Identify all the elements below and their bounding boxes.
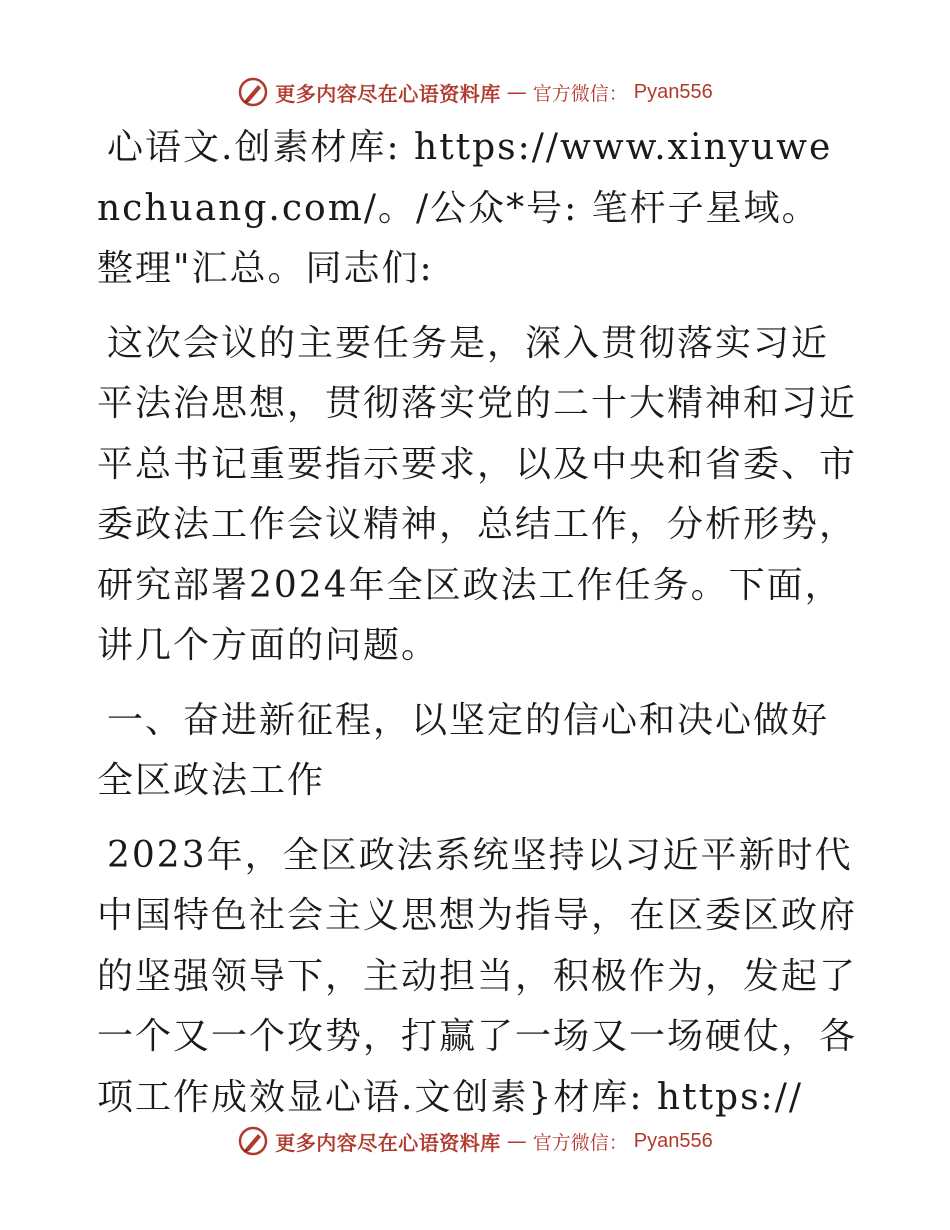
pen-circle-logo-icon xyxy=(237,1125,269,1157)
banner-content xyxy=(237,1125,712,1157)
paragraph-intro: 心语文.创素材库: https://www.xinyuwenchuang.com/。/公众*号: 笔杆子星域。整理"汇总。同志们: xyxy=(97,127,833,289)
banner-wechat-id: Pyan556 xyxy=(633,80,713,103)
banner-content xyxy=(237,76,712,108)
banner-title: 更多内容尽在心语资料库 xyxy=(275,81,501,106)
banner-wechat-label: 官方微信： xyxy=(532,1131,628,1154)
banner-title: 更多内容尽在心语资料库 xyxy=(275,1130,501,1155)
header-banner xyxy=(0,72,950,112)
banner-dash: — xyxy=(506,1129,527,1153)
footer-banner xyxy=(0,1121,950,1161)
banner-dash: — xyxy=(506,80,527,104)
document-body xyxy=(97,118,857,1142)
pen-circle-logo-icon xyxy=(237,76,269,108)
section-heading-one: 一、奋进新征程，以坚定的信心和决心做好全区政法工作 xyxy=(97,699,830,801)
banner-wechat-label: 官方微信： xyxy=(532,82,628,105)
banner-wechat-id: Pyan556 xyxy=(633,1129,713,1152)
paragraph-2023-review: 2023年，全区政法系统坚持以习近平新时代中国特色社会主义思想为指导，在区委区政府的坚强领导下，主动担当，积极作为，发起了一个又一个攻势，打赢了一场又一场硬仗，各项工作成效显心语.文创素}材库: https:// xyxy=(97,834,858,1118)
paragraph-meeting-task: 这次会议的主要任务是，深入贯彻落实习近平法治思想，贯彻落实党的二十大精神和习近平总书记重要指示要求，以及中央和省委、市委政法工作会议精神，总结工作，分析形势，研究部署2024年全区政法工作任务。下面，讲几个方面的问题。 xyxy=(97,322,858,666)
